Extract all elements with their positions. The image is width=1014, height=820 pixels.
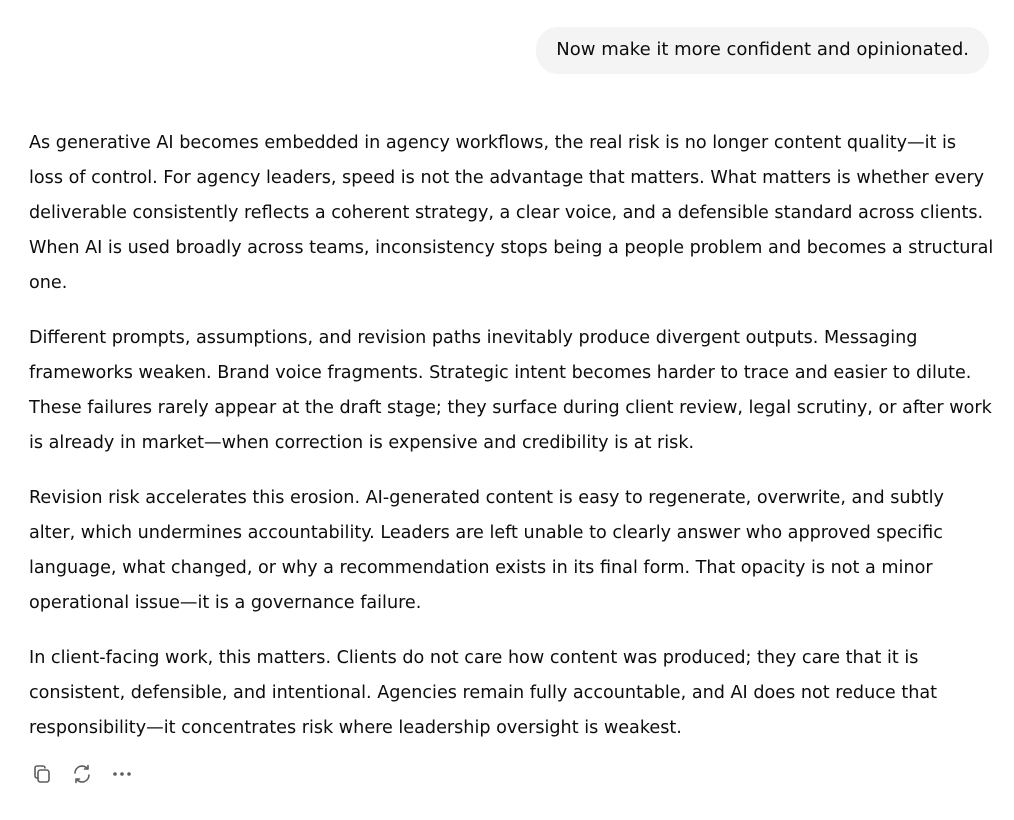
copy-icon <box>31 763 53 785</box>
message-actions <box>29 760 135 788</box>
copy-button[interactable] <box>29 760 55 788</box>
more-options-icon <box>111 763 133 785</box>
regenerate-button[interactable] <box>69 760 95 788</box>
user-message-row <box>536 27 989 74</box>
user-message-bubble: Now make it more confident and opinionated. <box>536 27 989 74</box>
assistant-paragraph-2: Different prompts, assumptions, and revision paths inevitably produce divergent outputs. Messaging frameworks weaken. Brand voice fragments. Strategic intent becomes harder to trace and easier to dilute. These failures rarely appear at the draft stage; they surface during client review, legal scrutiny, or after work is already in market—when correction is expensive and credibility is at risk. <box>29 328 992 453</box>
assistant-message <box>29 126 994 766</box>
assistant-paragraph-4: In client-facing work, this matters. Clients do not care how content was produced; they care that it is consistent, defensible, and intentional. Agencies remain fully accountable, and AI does not reduce that responsibility—it concentrates risk where leadership oversight is weakest. <box>29 648 938 738</box>
assistant-paragraph-3: Revision risk accelerates this erosion. AI-generated content is easy to regenerate, overwrite, and subtly alter, which undermines accountability. Leaders are left unable to clearly answer who approved specific language, what changed, or why a recommendation exists in its final form. That opacity is not a minor operational issue—it is a governance failure. <box>29 488 944 613</box>
assistant-paragraph-1: As generative AI becomes embedded in agency workflows, the real risk is no longer content quality—it is loss of control. For agency leaders, speed is not the advantage that matters. What matters is whether every deliverable consistently reflects a coherent strategy, a clear voice, and a defensible standard across clients. When AI is used broadly across teams, inconsistency stops being a people problem and becomes a structural one. <box>29 133 994 293</box>
more-options-button[interactable] <box>109 760 135 788</box>
regenerate-icon <box>71 763 93 785</box>
